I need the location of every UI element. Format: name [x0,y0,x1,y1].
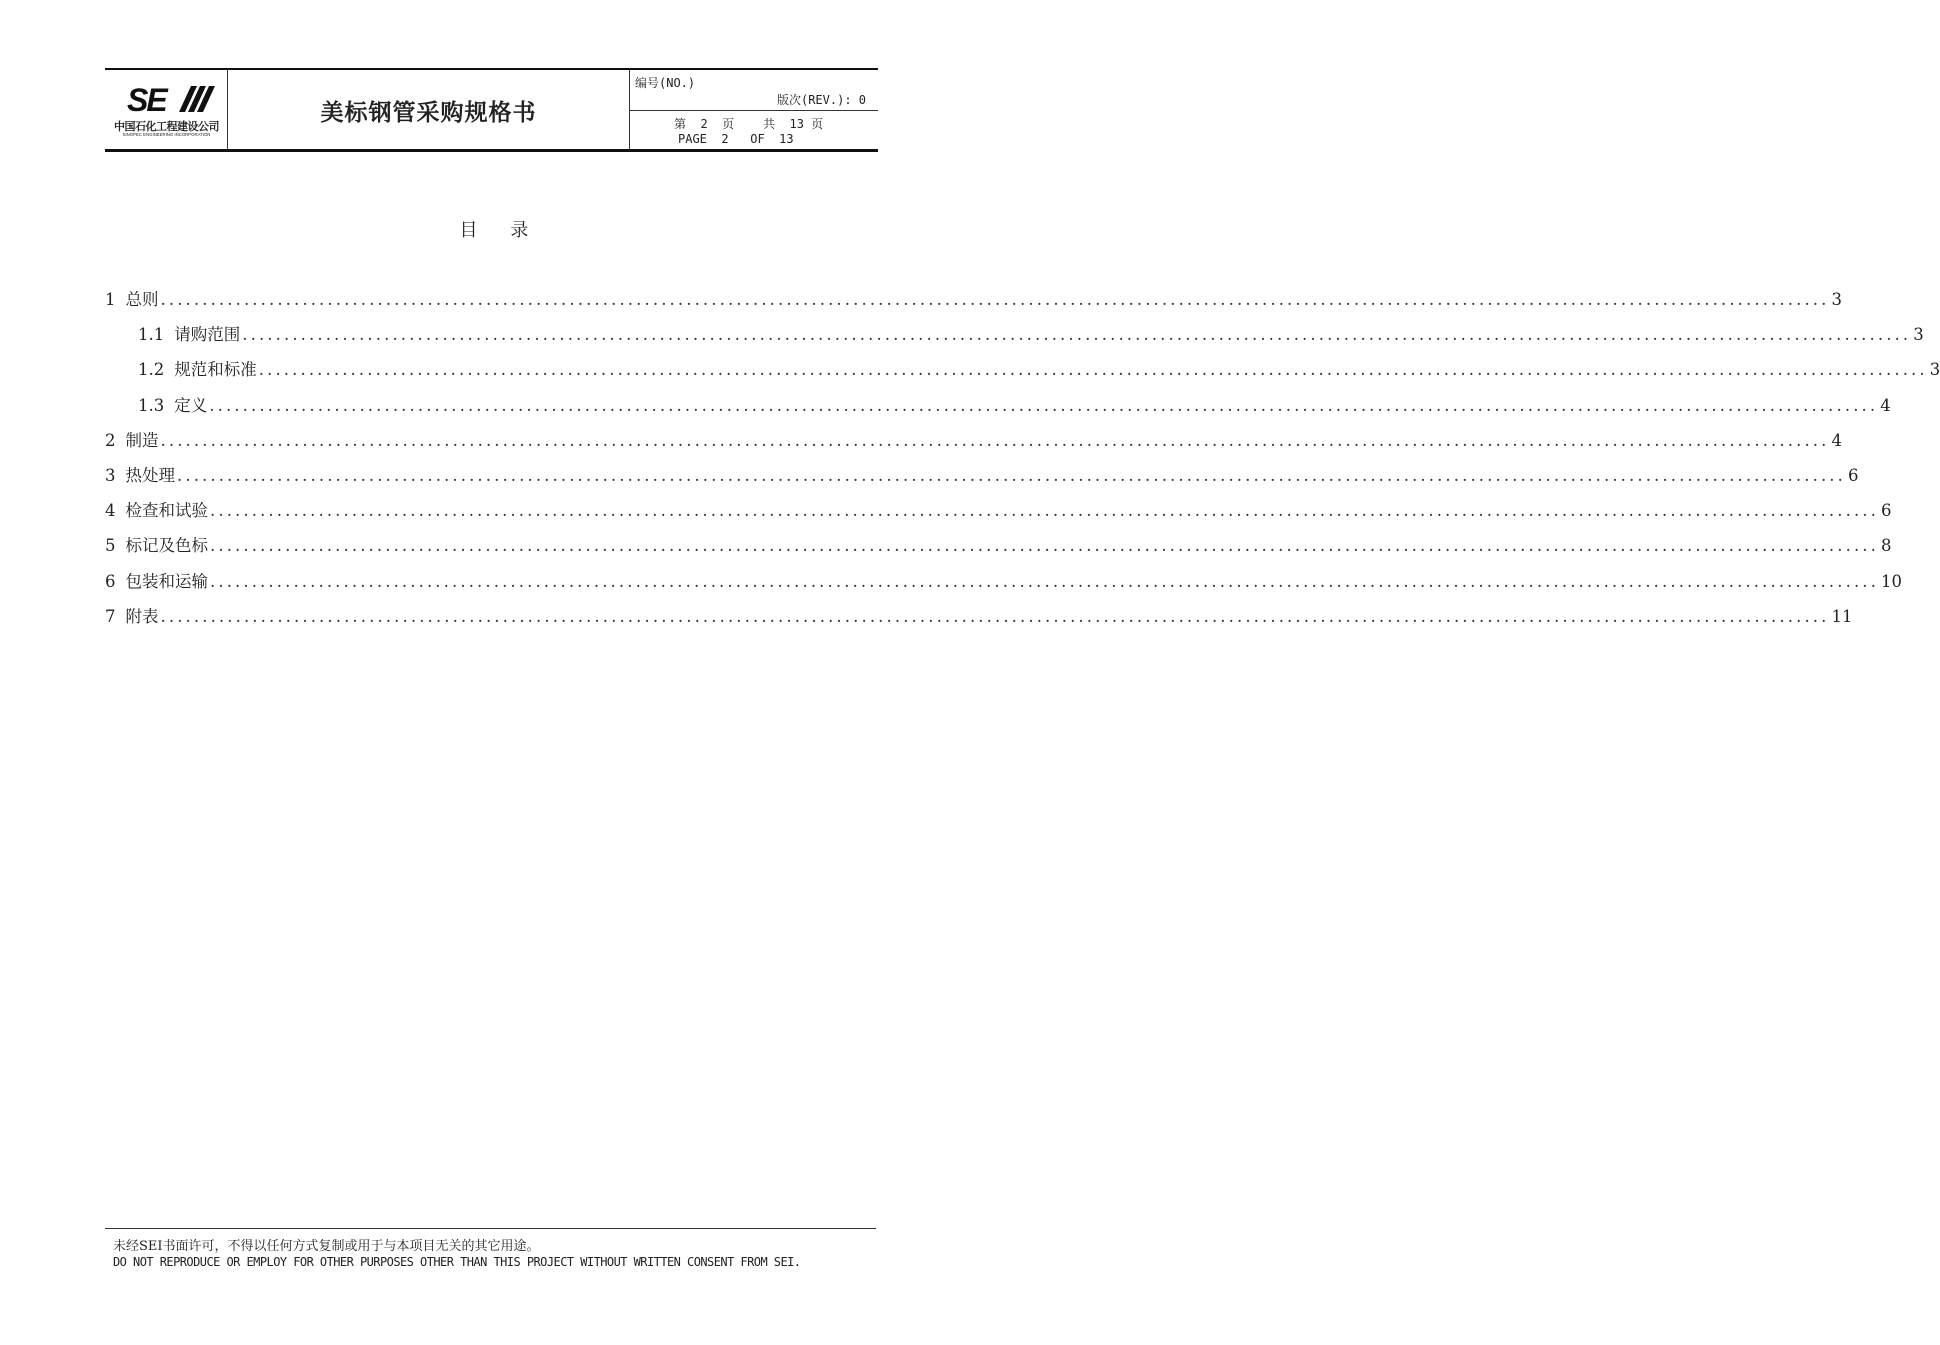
toc-leader-dots: ........................................................................................................................................................................................................ [210,571,1879,591]
toc-leader-dots: ........................................................................................................................................................................................................ [177,465,1846,485]
toc-entry-page: 6 [1847,465,1859,485]
toc-entry-label: 检查和试验 [125,501,208,521]
toc-leader-dots: ........................................................................................................................................................................................................ [209,395,1879,415]
toc-entry-label: 附表 [125,606,159,626]
toc-entry-number: 1.1 [138,325,165,345]
toc-entry-number: 1 [105,290,116,309]
svg-text:SE: SE [127,82,166,118]
page-indicator-en: PAGE 2 OF 13 [678,132,794,146]
toc-leader-dots: ........................................................................................................................................................................................................ [242,325,1912,345]
revision-label: 版次(REV.): 0 [776,93,866,107]
toc-entry-number: 3 [105,465,116,485]
toc-entry[interactable] [105,427,1842,462]
toc-entry-label: 标记及色标 [125,536,208,556]
toc-entry-page: 3 [1929,360,1940,380]
toc-leader-dots: ........................................................................................................................................................................................................ [160,430,1830,450]
toc-entry[interactable] [105,462,1859,497]
toc-entry-label: 制造 [125,430,159,450]
toc-entry-page: 3 [1831,290,1842,309]
toc-entry-page: 4 [1880,395,1891,415]
toc-entry[interactable] [105,392,1891,427]
toc-entry[interactable] [105,603,1853,638]
toc-leader-dots: ........................................................................................................................................................................................................ [160,290,1830,309]
toc-leader-dots: ........................................................................................................................................................................................................ [210,536,1879,556]
toc-entry-label: 热处理 [125,465,175,485]
toc-entry[interactable] [105,532,1892,567]
toc-entry-page: 11 [1831,606,1853,626]
sei-logo-icon [125,82,215,118]
table-of-contents [105,286,1940,638]
logo-cell [105,70,228,149]
toc-entry[interactable] [105,321,1924,356]
toc-entry[interactable] [105,286,1842,321]
info-top [630,70,878,111]
logo-company-cn: 中国石化工程建设公司 [114,120,219,133]
toc-leader-dots: ........................................................................................................................................................................................................ [160,606,1830,626]
page-footer [105,1228,876,1269]
footer-notice-en: DO NOT REPRODUCE OR EMPLOY FOR OTHER PURPOSES OTHER THAN THIS PROJECT WITHOUT WRITTEN CONSENT FROM SEI. [113,1255,801,1269]
toc-entry-label: 包装和运输 [125,571,208,591]
title-cell [228,70,630,149]
toc-entry-label: 请购范围 [174,325,241,345]
toc-entry-number: 4 [105,501,116,521]
toc-entry-number: 6 [105,571,116,591]
toc-entry-page: 4 [1831,430,1842,450]
toc-leader-dots: ........................................................................................................................................................................................................ [258,360,1928,380]
toc-leader-dots: ........................................................................................................................................................................................................ [210,501,1879,521]
toc-entry-page: 6 [1880,501,1892,521]
toc-entry-number: 1.3 [138,395,165,415]
document-number-label: 编号(NO.) [635,76,696,90]
toc-entry[interactable] [105,568,1902,603]
info-cell [630,70,878,149]
toc-entry-page: 3 [1913,325,1924,345]
logo-company-en: SINOPEC ENGINEERING INCORPORATION [122,132,211,137]
document-header [105,68,878,152]
toc-entry-label: 定义 [174,395,208,415]
toc-entry[interactable] [105,497,1892,532]
toc-entry-page: 10 [1880,571,1902,591]
toc-entry-label: 总则 [125,290,159,309]
toc-title: 目 录 [459,220,531,241]
toc-entry-page: 8 [1880,536,1892,556]
toc-entry-number: 7 [105,606,116,626]
toc-entry-number: 1.2 [138,360,165,380]
document-title: 美标钢管采购规格书 [320,100,537,126]
toc-entry-number: 5 [105,536,116,556]
toc-entry-label: 规范和标准 [174,360,257,380]
toc-entry-number: 2 [105,430,116,450]
toc-entry[interactable] [105,356,1940,391]
footer-notice-cn: 未经SEI书面许可，不得以任何方式复制或用于与本项目无关的其它用途。 [113,1239,540,1254]
page-indicator-cn: 第 2 页 共 13 页 [674,117,824,131]
